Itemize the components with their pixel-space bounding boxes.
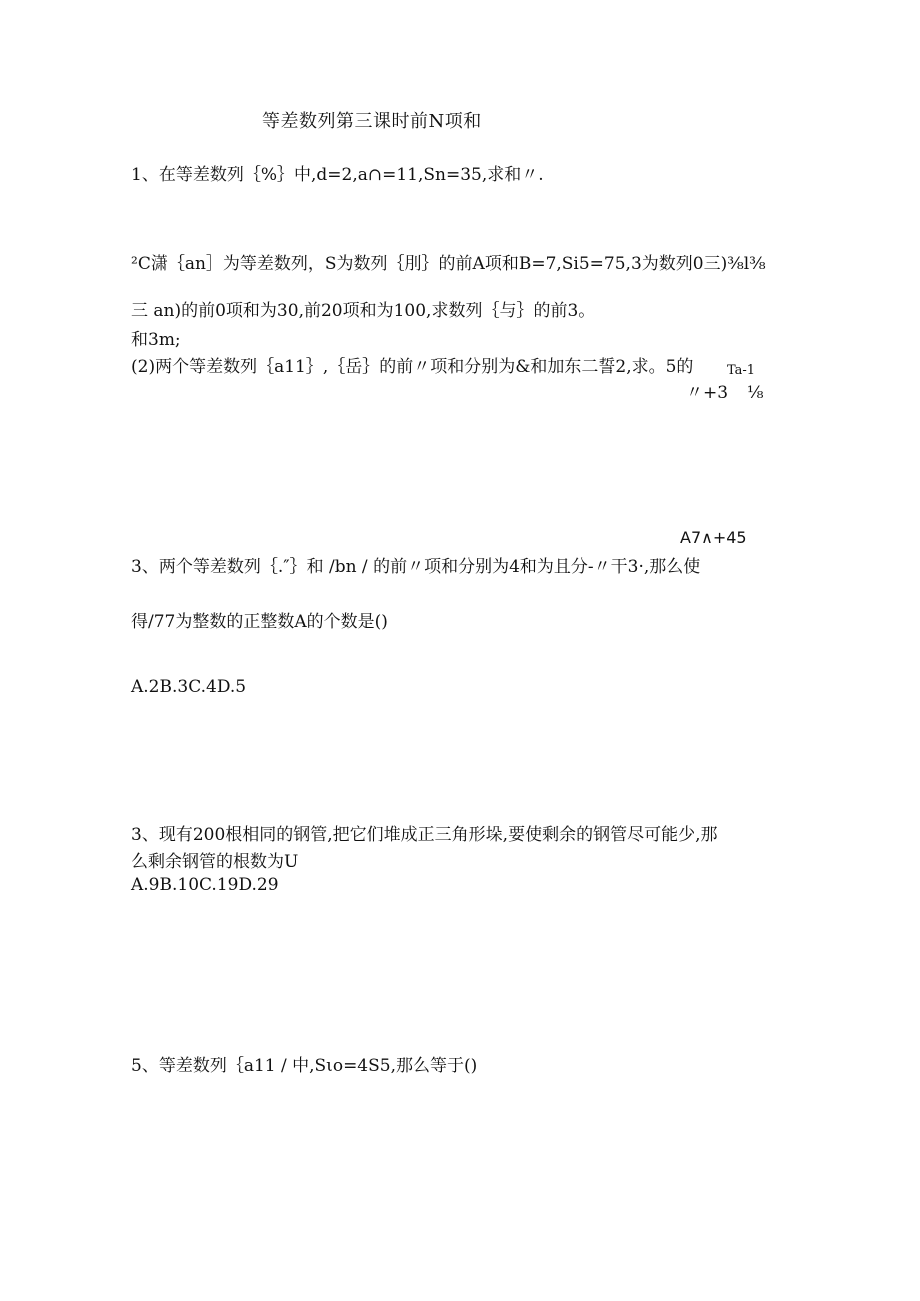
question-2-line-5-tail: ⅛ [747, 383, 764, 403]
question-5: 5、等差数列｛a11 / 中,Sιo=4S5,那么等于() [131, 1056, 478, 1076]
question-2-line-5: 〃+3 [686, 383, 729, 403]
question-2-line-4-tail: Ta-1 [727, 363, 756, 378]
question-4-options: A.9B.10C.19D.29 [131, 875, 279, 895]
question-2-line-3: 和3m; [131, 330, 181, 350]
page-title: 等差数列第三课时前N项和 [262, 111, 482, 132]
question-4-line-2: 么剩余钢管的根数为U [131, 852, 299, 872]
question-3-fraction-top: A7∧+45 [680, 528, 747, 547]
question-2-line-1: ²C潇｛an］为等差数列，S为数列｛刖｝的前A项和B=7,Si5=75,3为数列0三)⅜l⅜ [131, 254, 766, 274]
question-2-line-4: (2)两个等差数列｛a11｝,｛岳｝的前〃项和分别为&和加东二誓2,求。5的 [131, 357, 694, 377]
question-2-line-2: 三 an)的前0项和为30,前20项和为100,求数列｛与｝的前3。 [131, 301, 596, 321]
question-3-line-1: 3、两个等差数列｛.″｝和 /bn / 的前〃项和分别为4和为且分-〃干3·,那么使 [131, 557, 701, 577]
question-3-options: A.2B.3C.4D.5 [131, 677, 247, 697]
question-1: 1、在等差数列｛%｝中,d=2,a∩=11,Sn=35,求和〃. [131, 165, 544, 185]
question-4-line-1: 3、现有200根相同的钢管,把它们堆成正三角形垛,要使剩余的钢管尽可能少,那 [131, 825, 718, 845]
question-3-line-2: 得/77为整数的正整数A的个数是() [131, 612, 388, 632]
